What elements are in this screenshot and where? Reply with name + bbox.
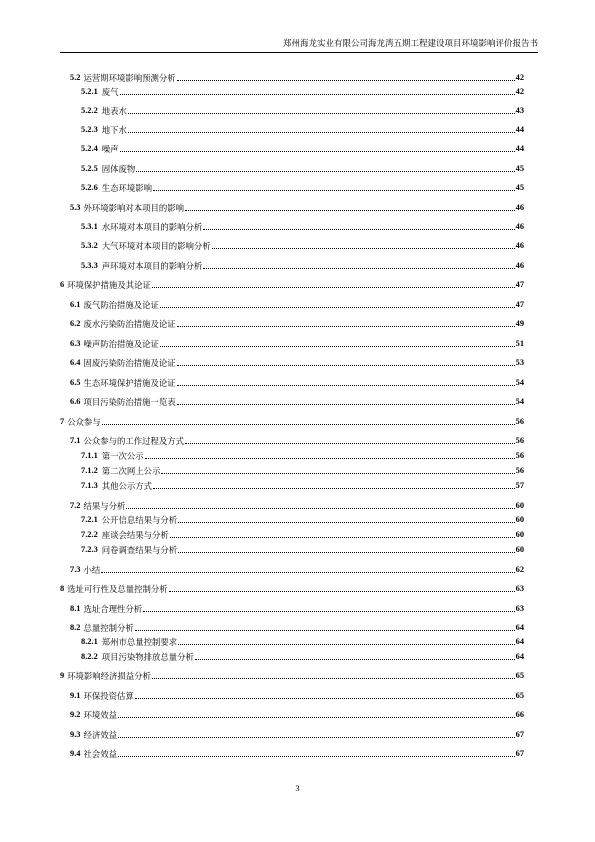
toc-leader-dots — [128, 112, 515, 114]
toc-entry-number: 6.5 — [70, 378, 81, 387]
toc-entry-title: 第一次公示 — [101, 451, 144, 461]
toc-entry-number: 7.2.2 — [81, 530, 98, 539]
toc-entry-page: 56 — [515, 451, 524, 460]
toc-entry-page: 65 — [515, 671, 524, 680]
toc-entry-number: 6.2 — [70, 319, 81, 328]
toc-entry-number: 5.2.3 — [81, 125, 98, 134]
toc-entry-number: 7.1.1 — [81, 451, 98, 460]
toc-leader-dots — [169, 590, 515, 592]
toc-entry-page: 42 — [515, 87, 524, 96]
toc-entry-page: 45 — [515, 183, 524, 192]
toc-entry-page: 56 — [515, 466, 524, 475]
toc-entry[interactable] — [70, 376, 524, 388]
toc-entry-number: 8.2.1 — [81, 637, 98, 646]
toc-entry-page: 49 — [515, 319, 524, 328]
toc-entry-title: 公开信息结果与分析 — [101, 515, 178, 525]
toc-leader-dots — [160, 345, 515, 347]
toc-entry-number: 9.3 — [70, 730, 81, 739]
toc-entry[interactable] — [70, 201, 524, 213]
toc-entry-page: 47 — [515, 280, 524, 289]
toc-entry[interactable] — [81, 181, 524, 193]
toc-leader-dots — [136, 170, 514, 172]
toc-entry-title: 结果与分析 — [83, 501, 126, 511]
toc-entry-title: 公众参与 — [67, 417, 101, 427]
toc-entry-number: 8.2.2 — [81, 652, 98, 661]
toc-entry[interactable] — [81, 513, 524, 525]
toc-entry-page: 54 — [515, 397, 524, 406]
toc-entry-number: 7.3 — [70, 565, 81, 574]
toc-leader-dots — [161, 472, 514, 474]
toc-entry-page: 47 — [515, 300, 524, 309]
toc-leader-dots — [177, 79, 515, 81]
toc-entry[interactable] — [70, 356, 524, 368]
toc-entry-page: 60 — [515, 501, 524, 510]
toc-entry[interactable] — [81, 650, 524, 662]
toc-entry-page: 57 — [515, 481, 524, 490]
page-number: 3 — [295, 783, 300, 793]
toc-entry-title: 环境效益 — [83, 710, 117, 720]
toc-entry[interactable] — [81, 142, 524, 154]
toc-entry-page: 56 — [515, 436, 524, 445]
toc-leader-dots — [177, 325, 515, 327]
toc-leader-dots — [203, 267, 514, 269]
toc-leader-dots — [152, 677, 515, 679]
toc-entry-title: 问卷调查结果与分析 — [101, 545, 178, 555]
toc-entry-number: 7.2.1 — [81, 515, 98, 524]
toc-entry[interactable] — [70, 395, 524, 407]
toc-entry[interactable] — [81, 239, 524, 251]
toc-entry-title: 选址可行性及总量控制分析 — [67, 584, 168, 594]
toc-entry-page: 67 — [515, 730, 524, 739]
toc-entry[interactable] — [60, 669, 524, 681]
toc-entry-number: 5.3 — [70, 203, 81, 212]
toc-leader-dots — [153, 487, 515, 489]
toc-leader-dots — [118, 716, 515, 718]
toc-entry[interactable] — [81, 259, 524, 271]
toc-entry-title: 选址合理性分析 — [83, 604, 143, 614]
toc-entry-title: 生态环境影响 — [101, 183, 152, 193]
toc-entry[interactable] — [81, 543, 524, 555]
toc-entry-number: 6.3 — [70, 339, 81, 348]
toc-entry-page: 60 — [515, 545, 524, 554]
toc-entry-number: 8.2 — [70, 623, 81, 632]
toc-entry[interactable] — [70, 499, 524, 511]
toc-entry-title: 座谈会结果与分析 — [101, 530, 169, 540]
toc-entry-page: 62 — [515, 565, 524, 574]
toc-entry-number: 7.2 — [70, 501, 81, 510]
toc-entry-title: 项目污染物排放总量分析 — [101, 652, 194, 662]
toc-entry-number: 5.3.2 — [81, 241, 98, 250]
toc-entry-number: 5.3.3 — [81, 261, 98, 270]
toc-entry[interactable] — [70, 602, 524, 614]
toc-entry[interactable] — [81, 479, 524, 491]
toc-entry[interactable] — [70, 689, 524, 701]
toc-entry-page: 63 — [515, 584, 524, 593]
toc-entry[interactable] — [70, 563, 524, 575]
toc-entry-number: 9.4 — [70, 749, 81, 758]
toc-leader-dots — [203, 228, 514, 230]
toc-entry-title: 项目污染防治措施一览表 — [83, 397, 176, 407]
toc-entry-number: 9 — [60, 671, 65, 680]
toc-entry[interactable] — [60, 582, 524, 594]
toc-leader-dots — [177, 384, 515, 386]
toc-entry-page: 44 — [515, 125, 524, 134]
toc-entry-page: 44 — [515, 144, 524, 153]
toc-entry[interactable] — [81, 635, 524, 647]
toc-entry[interactable] — [81, 528, 524, 540]
toc-entry-title: 大气环境对本项目的影响分析 — [101, 241, 211, 251]
toc-entry-title: 声环境对本项目的影响分析 — [101, 261, 203, 271]
toc-entry-title: 经济效益 — [83, 730, 117, 740]
toc-entry-title: 水环境对本项目的影响分析 — [101, 222, 203, 232]
toc-entry[interactable] — [81, 220, 524, 232]
toc-leader-dots — [101, 571, 514, 573]
toc-leader-dots — [178, 521, 515, 523]
toc-entry[interactable] — [81, 123, 524, 135]
toc-leader-dots — [135, 697, 515, 699]
toc-entry-number: 5.2.1 — [81, 87, 98, 96]
toc-entry-page: 60 — [515, 530, 524, 539]
toc-leader-dots — [177, 403, 515, 405]
toc-entry[interactable] — [70, 317, 524, 329]
toc-leader-dots — [120, 93, 515, 95]
toc-entry-title: 环境保护措施及其论证 — [67, 280, 151, 290]
toc-entry[interactable] — [70, 708, 524, 720]
toc-entry-title: 环境影响经济损益分析 — [67, 671, 151, 681]
toc-entry-title: 运营期环境影响预测分析 — [83, 73, 176, 83]
toc-entry-title: 社会效益 — [83, 749, 117, 759]
toc-leader-dots — [178, 643, 515, 645]
toc-entry-number: 6.4 — [70, 358, 81, 367]
toc-leader-dots — [118, 736, 515, 738]
toc-entry-page: 56 — [515, 417, 524, 426]
header-title: 郑州海龙实业有限公司海龙湾五期工程建设项目环境影响评价报告书 — [282, 39, 538, 49]
toc-entry[interactable] — [81, 464, 524, 476]
toc-entry-title: 废气防治措施及论证 — [83, 300, 159, 310]
toc-leader-dots — [185, 442, 515, 444]
toc-entry-title: 郑州市总量控制要求 — [101, 637, 178, 647]
toc-entry-title: 公众参与的工作过程及方式 — [83, 436, 184, 446]
toc-entry-number: 6.1 — [70, 300, 81, 309]
toc-entry-number: 7.1.3 — [81, 481, 98, 490]
toc-entry-title: 地表水 — [101, 106, 127, 116]
toc-leader-dots — [185, 209, 515, 211]
toc-leader-dots — [177, 364, 515, 366]
toc-entry-title: 噪声防治措施及论证 — [83, 339, 159, 349]
toc-entry-title: 废水污染防治措施及论证 — [83, 319, 176, 329]
toc-entry-number: 5.3.1 — [81, 222, 98, 231]
toc-entry-page: 51 — [515, 339, 524, 348]
toc-entry[interactable] — [60, 415, 524, 427]
toc-entry-page: 64 — [515, 637, 524, 646]
toc-entry[interactable] — [70, 747, 524, 759]
toc-entry[interactable] — [60, 278, 524, 290]
toc-entry-number: 7 — [60, 417, 65, 426]
toc-entry[interactable] — [70, 71, 524, 83]
toc-entry-title: 固废污染防治措施及论证 — [83, 358, 176, 368]
toc-entry-title: 环保投资估算 — [83, 691, 134, 701]
toc-entry-number: 5.2.2 — [81, 106, 98, 115]
toc-entry[interactable] — [70, 298, 524, 310]
toc-entry-page: 64 — [515, 652, 524, 661]
toc-entry-number: 7.1 — [70, 436, 81, 445]
toc-entry[interactable] — [81, 449, 524, 461]
toc-entry-number: 7.1.2 — [81, 466, 98, 475]
toc-leader-dots — [195, 658, 515, 660]
toc-entry-title: 总量控制分析 — [83, 623, 134, 633]
toc-entry-number: 9.2 — [70, 710, 81, 719]
toc-leader-dots — [102, 423, 515, 425]
toc-entry-number: 6 — [60, 280, 65, 289]
toc-entry-title: 第二次网上公示 — [101, 466, 161, 476]
toc-entry-title: 其他公示方式 — [101, 481, 152, 491]
toc-entry-page: 66 — [515, 710, 524, 719]
toc-entry[interactable] — [70, 337, 524, 349]
toc-entry-number: 8 — [60, 584, 65, 593]
toc-entry-page: 64 — [515, 623, 524, 632]
toc-entry[interactable] — [70, 621, 524, 633]
toc-entry-page: 65 — [515, 691, 524, 700]
toc-entry[interactable] — [70, 434, 524, 446]
toc-entry-page: 63 — [515, 604, 524, 613]
toc-entry-page: 46 — [515, 222, 524, 231]
toc-leader-dots — [170, 536, 515, 538]
toc-leader-dots — [212, 247, 515, 249]
toc-entry-number: 5.2 — [70, 73, 81, 82]
toc-leader-dots — [145, 457, 515, 459]
toc-entry-page: 43 — [515, 106, 524, 115]
toc-entry-page: 46 — [515, 261, 524, 270]
toc-entry-page: 60 — [515, 515, 524, 524]
toc-entry-number: 5.2.4 — [81, 144, 98, 153]
toc-entry-title: 固体废物 — [101, 164, 136, 174]
toc-entry-number: 5.2.6 — [81, 183, 98, 192]
toc-entry-number: 9.1 — [70, 691, 81, 700]
toc-entry-page: 67 — [515, 749, 524, 758]
toc-leader-dots — [160, 306, 515, 308]
toc-entry-number: 6.6 — [70, 397, 81, 406]
toc-leader-dots — [178, 551, 515, 553]
toc-entry-page: 46 — [515, 241, 524, 250]
toc-entry[interactable] — [81, 162, 524, 174]
toc-entry[interactable] — [81, 85, 524, 97]
toc-leader-dots — [120, 150, 515, 152]
toc-leader-dots — [135, 629, 515, 631]
toc-entry-page: 45 — [515, 164, 524, 173]
toc-entry-page: 53 — [515, 358, 524, 367]
toc-entry-number: 5.2.5 — [81, 164, 98, 173]
toc-leader-dots — [152, 286, 515, 288]
toc-leader-dots — [153, 189, 515, 191]
toc-entry-title: 生态环境保护措施及论证 — [83, 378, 176, 388]
toc-leader-dots — [118, 755, 515, 757]
toc-entry-title: 地下水 — [101, 125, 127, 135]
toc-leader-dots — [126, 507, 514, 509]
toc-entry[interactable] — [81, 104, 524, 116]
toc-entry-title: 噪声 — [101, 144, 119, 154]
toc-entry-title: 小结 — [83, 565, 101, 575]
toc-entry-number: 8.1 — [70, 604, 81, 613]
toc-entry-page: 54 — [515, 378, 524, 387]
toc-entry-title: 外环境影响对本项目的影响 — [83, 203, 184, 213]
toc-entry-page: 46 — [515, 203, 524, 212]
toc-entry-page: 42 — [515, 73, 524, 82]
toc-entry-number: 7.2.3 — [81, 545, 98, 554]
toc-leader-dots — [128, 131, 515, 133]
toc-entry-title: 废气 — [101, 87, 119, 97]
toc-leader-dots — [143, 610, 515, 612]
toc-entry[interactable] — [70, 728, 524, 740]
